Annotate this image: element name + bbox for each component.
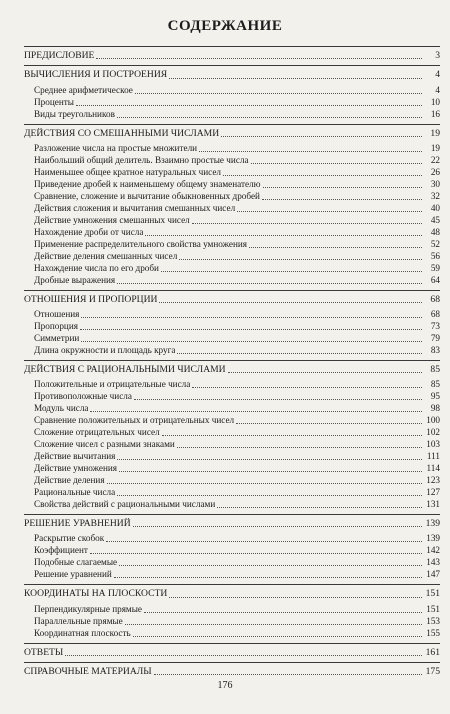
entry-title: Действия сложения и вычитания смешанных чисел xyxy=(34,203,236,214)
dot-leader xyxy=(251,163,422,164)
entry-title: Действие вычитания xyxy=(34,451,116,462)
dot-leader xyxy=(76,105,422,106)
dot-leader xyxy=(192,387,422,388)
entry-page-number: 4 xyxy=(435,84,440,95)
entry-page-number: 30 xyxy=(430,179,440,190)
toc-entry xyxy=(24,427,440,439)
section-title: ПРЕДИСЛОВИЕ xyxy=(24,50,95,61)
toc-entry xyxy=(24,191,440,203)
page-title: СОДЕРЖАНИЕ xyxy=(167,18,283,34)
toc-entry xyxy=(24,439,440,451)
dot-leader xyxy=(249,247,422,248)
entry-title: Наименьшее общее кратное натуральных чисел xyxy=(34,167,222,178)
toc-section xyxy=(24,514,440,584)
entry-title: Параллельные прямые xyxy=(34,615,123,626)
toc-entry xyxy=(24,533,440,545)
dot-leader xyxy=(81,341,422,342)
section-title: КООРДИНАТЫ НА ПЛОСКОСТИ xyxy=(24,588,168,600)
entry-title: Проценты xyxy=(34,96,74,107)
table-of-contents xyxy=(24,46,440,681)
entry-title: Пропорция xyxy=(34,321,78,332)
section-page-number: 175 xyxy=(425,666,440,678)
section-page-number: 85 xyxy=(430,363,440,375)
dot-leader xyxy=(161,271,422,272)
toc-entry xyxy=(24,569,440,581)
dot-leader xyxy=(169,78,422,79)
section-title: ВЫЧИСЛЕНИЯ И ПОСТРОЕНИЯ xyxy=(24,69,168,81)
toc-section xyxy=(24,124,440,290)
entry-title: Сложение отрицательных чисел xyxy=(34,427,160,438)
toc-section-heading xyxy=(24,515,440,533)
toc-entry xyxy=(24,85,440,97)
entry-page-number: 85 xyxy=(430,379,440,390)
toc-entry xyxy=(24,263,440,275)
entry-page-number: 123 xyxy=(426,475,440,486)
dot-leader xyxy=(90,553,422,554)
toc-entry xyxy=(24,167,440,179)
entry-page-number: 40 xyxy=(430,203,440,214)
dot-leader xyxy=(65,655,422,656)
toc-entry xyxy=(24,97,440,109)
entry-page-number: 45 xyxy=(430,214,440,225)
toc-entry xyxy=(24,545,440,557)
entry-page-number: 139 xyxy=(426,533,440,544)
section-page-number: 68 xyxy=(430,293,440,305)
dot-leader xyxy=(169,597,422,598)
entry-page-number: 26 xyxy=(430,167,440,178)
dot-leader xyxy=(263,187,422,188)
toc-entry xyxy=(24,143,440,155)
entry-page-number: 48 xyxy=(430,226,440,237)
entry-title: Нахождение числа по его дроби xyxy=(34,262,159,273)
entry-page-number: 16 xyxy=(430,108,440,119)
dot-leader xyxy=(162,435,422,436)
entry-title: Нахождение дроби от числа xyxy=(34,226,144,237)
section-title: ОТВЕТЫ xyxy=(24,646,64,658)
entry-page-number: 64 xyxy=(430,274,440,285)
entry-page-number: 52 xyxy=(430,238,440,249)
toc-entry xyxy=(24,463,440,475)
entry-title: Решение уравнений xyxy=(34,569,112,580)
section-title: ОТНОШЕНИЯ И ПРОПОРЦИИ xyxy=(24,293,158,305)
toc-entry xyxy=(24,203,440,215)
entry-title: Сравнение положительных и отрицательных чисел xyxy=(34,415,235,426)
toc-entry xyxy=(24,403,440,415)
entry-page-number: 68 xyxy=(430,309,440,320)
toc-section xyxy=(24,643,440,662)
entry-page-number: 114 xyxy=(426,463,440,474)
dot-leader xyxy=(154,674,422,675)
entry-page-number: 59 xyxy=(430,262,440,273)
entry-page-number: 83 xyxy=(430,345,440,356)
dot-leader xyxy=(106,541,422,542)
section-page-number: 151 xyxy=(425,588,440,600)
entry-title: Отношения xyxy=(34,309,80,320)
toc-entry xyxy=(24,321,440,333)
dot-leader xyxy=(179,259,422,260)
entry-title: Приведение дробей к наименьшему общему знаменателю xyxy=(34,179,261,190)
entry-title: Симметрии xyxy=(34,333,80,344)
dot-leader xyxy=(80,329,422,330)
dot-leader xyxy=(119,471,422,472)
entry-title: Подобные слагаемые xyxy=(34,557,118,568)
dot-leader xyxy=(107,483,422,484)
toc-section xyxy=(24,65,440,123)
dot-leader xyxy=(228,372,422,373)
toc-entry xyxy=(24,616,440,628)
entry-page-number: 153 xyxy=(426,615,440,626)
toc-section-heading xyxy=(24,125,440,143)
entry-page-number: 56 xyxy=(430,250,440,261)
entry-title: Рациональные числа xyxy=(34,487,116,498)
entry-title: Сравнение, сложение и вычитание обыкновенных дробей xyxy=(34,191,260,202)
section-title: СПРАВОЧНЫЕ МАТЕРИАЛЫ xyxy=(24,666,152,678)
entry-title: Свойства действий с рациональными числами xyxy=(34,498,216,509)
toc-entry xyxy=(24,251,440,263)
toc-entry xyxy=(24,499,440,511)
dot-leader xyxy=(125,624,422,625)
dot-leader xyxy=(133,526,422,527)
dot-leader xyxy=(192,223,422,224)
toc-section-heading xyxy=(24,47,440,65)
entry-title: Координатная плоскость xyxy=(34,627,131,638)
dot-leader xyxy=(159,302,422,303)
dot-leader xyxy=(119,565,422,566)
entry-title: Раскрытие скобок xyxy=(34,533,105,544)
dot-leader xyxy=(90,411,422,412)
toc-entry xyxy=(24,628,440,640)
toc-section xyxy=(24,662,440,681)
toc-entry xyxy=(24,179,440,191)
dot-leader xyxy=(134,399,422,400)
entry-page-number: 147 xyxy=(426,569,440,580)
entry-title: Среднее арифметическое xyxy=(34,84,133,95)
entry-title: Длина окружности и площадь круга xyxy=(34,345,176,356)
dot-leader xyxy=(117,283,422,284)
dot-leader xyxy=(221,136,422,137)
section-title: ДЕЙСТВИЯ СО СМЕШАННЫМИ ЧИСЛАМИ xyxy=(24,127,220,139)
entry-title: Противоположные числа xyxy=(34,391,132,402)
section-title: ДЕЙСТВИЯ С РАЦИОНАЛЬНЫМИ ЧИСЛАМИ xyxy=(24,363,226,375)
toc-section-heading xyxy=(24,663,440,681)
entry-page-number: 19 xyxy=(430,143,440,154)
page-number: 176 xyxy=(217,680,233,691)
entry-title: Перпендикулярные прямые xyxy=(34,603,143,614)
toc-entry xyxy=(24,215,440,227)
toc-entry xyxy=(24,227,440,239)
toc-entry xyxy=(24,345,440,357)
entry-title: Применение распределительного свойства умножения xyxy=(34,238,247,249)
entry-title: Дробные выражения xyxy=(34,274,116,285)
toc-section-heading xyxy=(24,585,440,603)
toc-entry xyxy=(24,604,440,616)
toc-entry xyxy=(24,109,440,121)
toc-section-heading xyxy=(24,644,440,662)
section-page-number: 3 xyxy=(435,50,440,61)
dot-leader xyxy=(177,447,422,448)
entry-page-number: 143 xyxy=(426,557,440,568)
entry-page-number: 155 xyxy=(426,627,440,638)
entry-page-number: 111 xyxy=(426,451,440,462)
entry-page-number: 10 xyxy=(430,96,440,107)
dot-leader xyxy=(135,93,422,94)
entry-title: Действие умножения смешанных чисел xyxy=(34,214,190,225)
dot-leader xyxy=(237,211,422,212)
entry-page-number: 131 xyxy=(426,498,440,509)
toc-section xyxy=(24,360,440,514)
entry-title: Коэффициент xyxy=(34,545,88,556)
toc-entry xyxy=(24,379,440,391)
dot-leader xyxy=(144,612,422,613)
toc-section-heading xyxy=(24,66,440,84)
dot-leader xyxy=(81,317,422,318)
entry-title: Разложение числа на простые множители xyxy=(34,143,198,154)
dot-leader xyxy=(217,507,422,508)
entry-page-number: 22 xyxy=(430,155,440,166)
entry-page-number: 102 xyxy=(426,427,440,438)
toc-entry xyxy=(24,239,440,251)
toc-section xyxy=(24,46,440,65)
toc-entry xyxy=(24,309,440,321)
dot-leader xyxy=(236,423,422,424)
entry-title: Наибольший общий делитель. Взаимно простые числа xyxy=(34,155,249,166)
dot-leader xyxy=(114,577,422,578)
dot-leader xyxy=(133,636,422,637)
dot-leader xyxy=(177,353,422,354)
dot-leader xyxy=(117,495,422,496)
entry-title: Действие умножения xyxy=(34,463,118,474)
toc-entry xyxy=(24,475,440,487)
toc-entry xyxy=(24,557,440,569)
entry-page-number: 73 xyxy=(430,321,440,332)
toc-entry xyxy=(24,451,440,463)
toc-entry xyxy=(24,275,440,287)
toc-entry xyxy=(24,155,440,167)
toc-section-heading xyxy=(24,291,440,309)
dot-leader xyxy=(262,199,422,200)
section-page-number: 19 xyxy=(430,127,440,139)
entry-page-number: 151 xyxy=(426,603,440,614)
entry-page-number: 32 xyxy=(430,191,440,202)
entry-title: Виды треугольников xyxy=(34,108,115,119)
toc-section-heading xyxy=(24,361,440,379)
section-page-number: 139 xyxy=(425,517,440,529)
entry-page-number: 100 xyxy=(426,415,440,426)
section-page-number: 4 xyxy=(435,69,440,81)
entry-title: Действие деления xyxy=(34,475,105,486)
entry-page-number: 142 xyxy=(426,545,440,556)
dot-leader xyxy=(145,235,422,236)
entry-title: Модуль числа xyxy=(34,403,89,414)
entry-page-number: 127 xyxy=(426,487,440,498)
toc-entry xyxy=(24,391,440,403)
entry-page-number: 95 xyxy=(430,391,440,402)
entry-title: Положительные и отрицательные числа xyxy=(34,379,191,390)
toc-section xyxy=(24,584,440,642)
section-page-number: 161 xyxy=(425,646,440,658)
toc-section xyxy=(24,290,440,360)
entry-page-number: 103 xyxy=(426,439,440,450)
dot-leader xyxy=(117,459,422,460)
toc-entry xyxy=(24,487,440,499)
dot-leader xyxy=(96,58,422,59)
dot-leader xyxy=(199,151,422,152)
section-title: РЕШЕНИЕ УРАВНЕНИЙ xyxy=(24,517,131,529)
entry-page-number: 79 xyxy=(430,333,440,344)
entry-page-number: 98 xyxy=(430,403,440,414)
dot-leader xyxy=(117,117,422,118)
entry-title: Действие деления смешанных чисел xyxy=(34,250,178,261)
toc-entry xyxy=(24,415,440,427)
toc-entry xyxy=(24,333,440,345)
entry-title: Сложение чисел с разными знаками xyxy=(34,439,175,450)
dot-leader xyxy=(223,175,422,176)
